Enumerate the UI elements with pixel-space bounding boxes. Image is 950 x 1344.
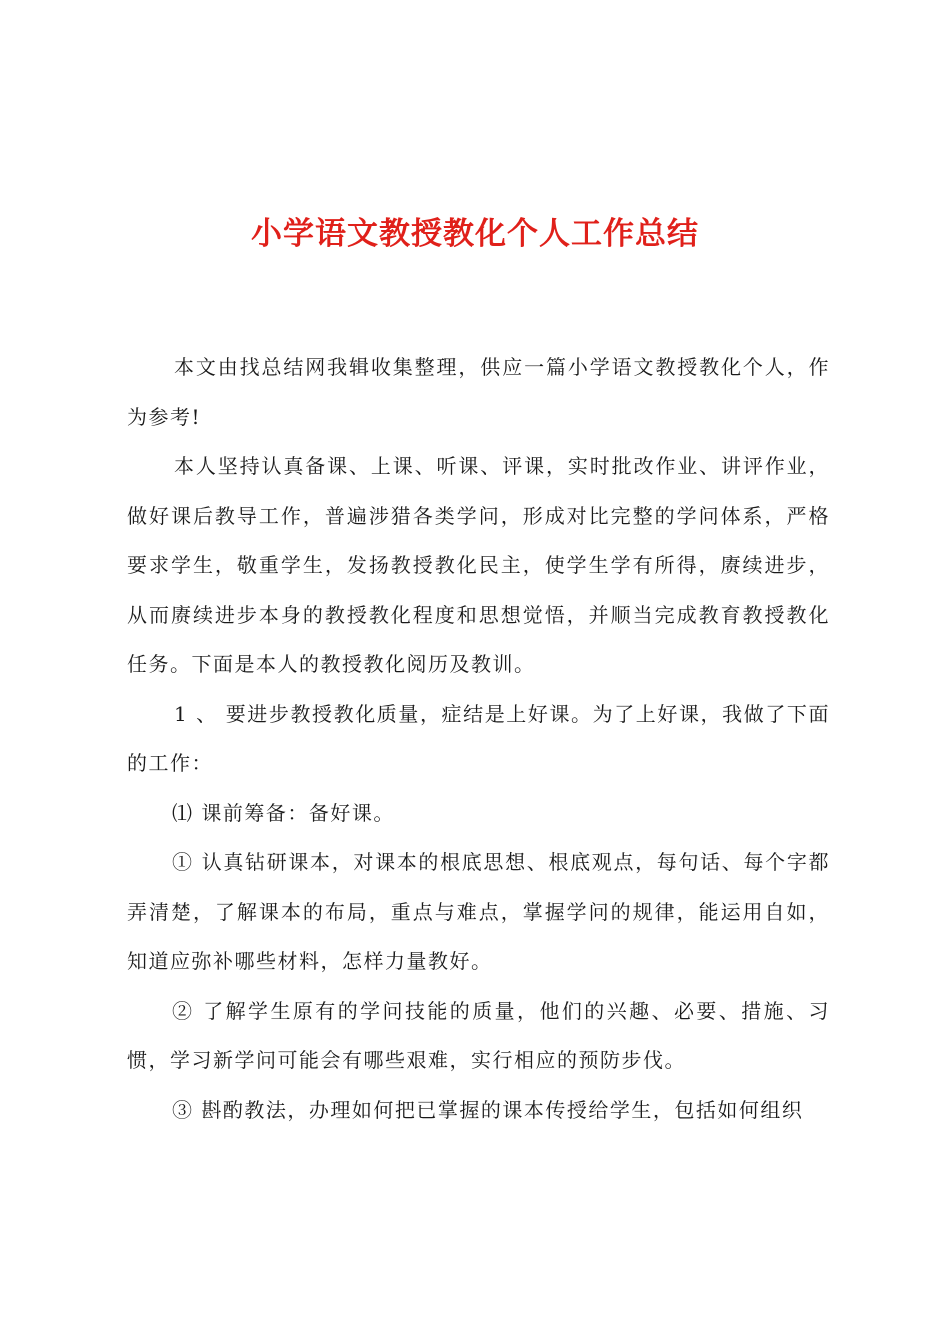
paragraph-point-3: ③ 斟酌教法，办理如何把已掌握的课本传授给学生，包括如何组织 bbox=[172, 1097, 804, 1122]
paragraph-overview: 本人坚持认真备课、上课、听课、评课，实时批改作业、讲评作业，做好课后教导工作，普遍涉猎各类学问，形成对比完整的学问体系，严格要求学生，敬重学生，发扬教授教化民主，使学生学有所得，赓续进步，从而赓续进步本身的教授教化程度和思想觉悟，并顺当完成教育教授教化任务。下面是本人的教授教化阅历及教训。 bbox=[127, 454, 830, 676]
document-title: 小学语文教授教化个人工作总结 bbox=[251, 216, 699, 252]
document-body bbox=[127, 343, 830, 1135]
paragraph-point-1: ① 认真钻研课本，对课本的根底思想、根底观点，每句话、每个字都弄清楚，了解课本的布局，重点与难点，掌握学问的规律，能运用自如，知道应弥补哪些材料，怎样力量教好。 bbox=[127, 850, 830, 973]
paragraph-point-2: ② 了解学生原有的学问技能的质量，他们的兴趣、必要、措施、习惯，学习新学问可能会有哪些艰难，实行相应的预防步伐。 bbox=[127, 998, 830, 1072]
paragraph-subsection-1: ⑴ 课前筹备：备好课。 bbox=[172, 800, 395, 825]
paragraph-section-1: 1 、 要进步教授教化质量，症结是上好课。为了上好课，我做了下面的工作： bbox=[127, 701, 830, 775]
paragraph-intro: 本文由找总结网我辑收集整理，供应一篇小学语文教授教化个人，作为参考! bbox=[127, 355, 830, 429]
